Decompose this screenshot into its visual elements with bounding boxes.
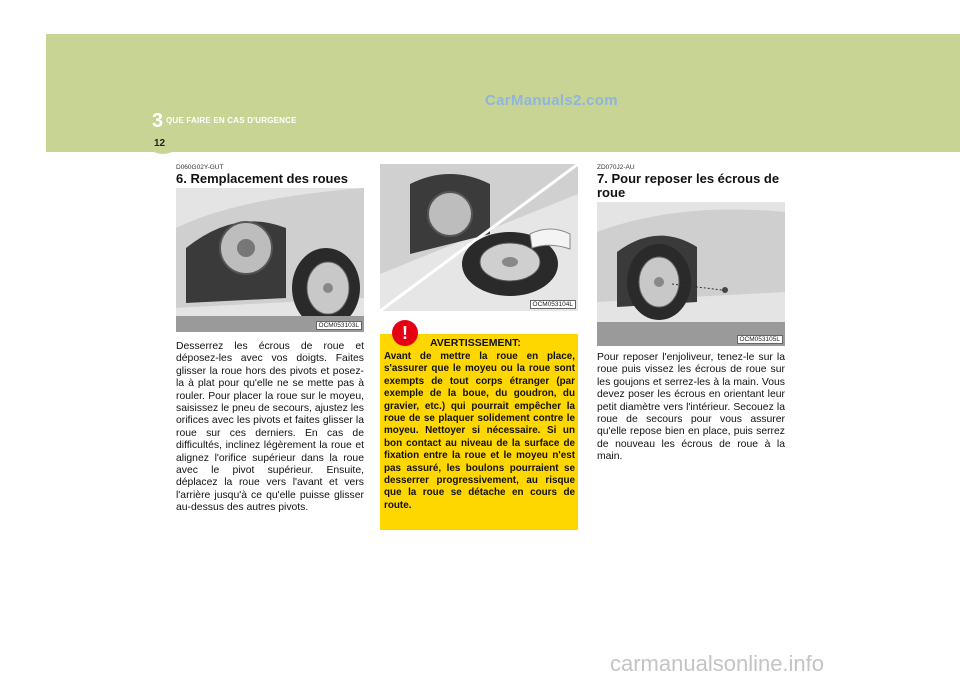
figure-label-right: OCM053105L (737, 335, 783, 344)
chapter-number: 3 (152, 110, 164, 132)
chapter-title: QUE FAIRE EN CAS D'URGENCE (166, 116, 297, 125)
wheel-removal-illustration (176, 188, 364, 332)
spare-wheel-figure (380, 164, 578, 311)
spare-wheel-illustration (380, 164, 578, 311)
body-text-right: Pour reposer l'enjoliveur, tenez-le sur la roue puis vissez les écrous de roue sur les goujons et serrez-les à la main. Vous devez poser les écrous en orientant leur petit diamètre vers l'intérieur. Secouez la roue de secours pour vous assurer qu'elle repose bien en place, puis serrez de nouveau les écrous de roue à la main. (597, 352, 785, 463)
warning-icon: ! (392, 320, 418, 346)
section-code-right: ZD070J2-AU (597, 164, 635, 171)
page-number: 12 (154, 138, 166, 149)
section-heading-right: 7. Pour reposer les écrous de roue (597, 171, 780, 200)
wheel-nut-illustration (597, 202, 785, 346)
watermark-top[interactable]: CarManuals2.com (485, 92, 618, 109)
section-code-left: D060G02Y-GUT (176, 164, 224, 171)
section-heading-left: 6. Remplacement des roues (176, 171, 348, 186)
warning-text: Avant de mettre la roue en place, s'assurer que le moyeu ou la roue sont exempts de tout corps étranger (par exemple de la boue, du goudron, du gravier, etc.) qui pourrait empêcher la roue de se plaquer solidement contre le moyeu. Nettoyer si nécessaire. Si un bon contact au niveau de la surface de fixation entre la roue et le moyeu n'est pas assuré, les boulons pourraient se desserrer progressivement, au risque que la roue se détache en cours de route. (384, 351, 575, 511)
warning-title: AVERTISSEMENT: (430, 337, 521, 349)
watermark-bottom[interactable]: carmanualsonline.info (610, 651, 825, 676)
figure-label-left: OCM053103L (316, 321, 362, 330)
wheel-nut-figure (597, 202, 785, 346)
wheel-removal-figure (176, 188, 364, 332)
body-text-left: Desserrez les écrous de roue et déposez-les avec vos doigts. Faites glisser la roue hors des pivots et posez-la à plat pour qu'elle ne se mette pas à rouler. Pour placer la roue sur le moyeu, saisissez le pneu de secours, ajustez les orifices avec les pivots et faites glisser la roue sur ces derniers. En cas de difficultés, inclinez légèrement la roue et alignez l'orifice supérieur dans la roue avec le pivot supérieur. Ensuite, déplacez la roue vers l'avant et vers l'arrière jusqu'à ce qu'elle puisse glisser au-dessus des autres pivots. (176, 341, 364, 514)
figure-label-middle: OCM053104L (530, 300, 576, 309)
